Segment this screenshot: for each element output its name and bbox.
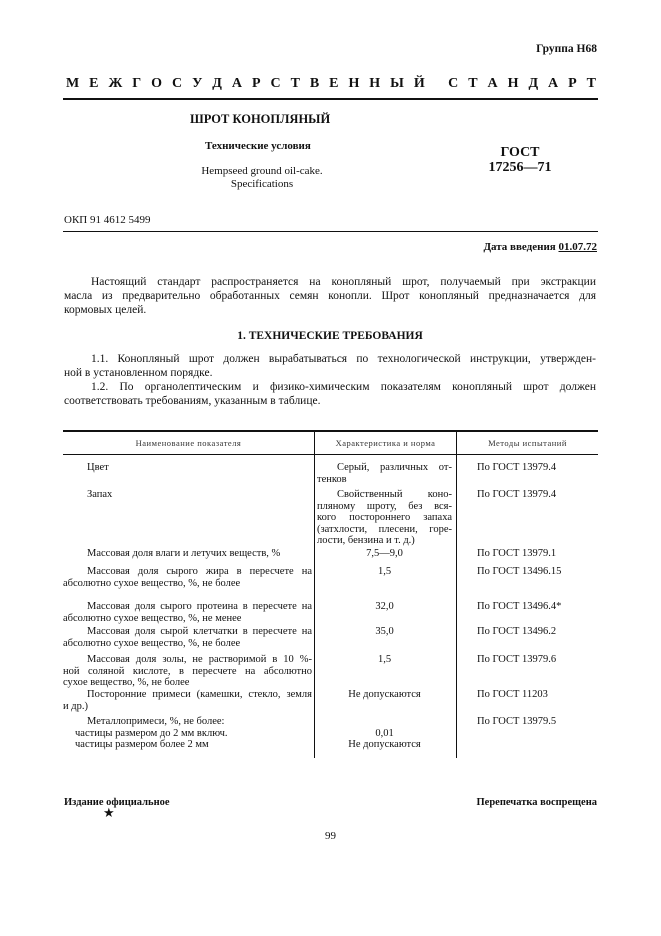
- table-cell-name: абсолютно сухое вещество, %, не более: [63, 637, 241, 649]
- introduction-date: [483, 241, 597, 253]
- official-edition-note: Издание официальное: [64, 797, 170, 808]
- banner-letter: [435, 76, 439, 94]
- banner-letter: Т: [290, 76, 300, 91]
- clause-line: ной в установленном порядке.: [64, 367, 213, 380]
- intro-line: масла из предварительно обработанных семян конопли. Шрот конопляный предназначается для: [64, 290, 596, 303]
- banner-letter: Р: [568, 76, 577, 91]
- banner-letter: Е: [89, 76, 99, 91]
- banner-letter: Г: [132, 76, 142, 91]
- table-header-name: Наименование показателя: [135, 438, 242, 448]
- table-cell-method: По ГОСТ 13979.5: [477, 716, 557, 727]
- banner-letter: Т: [586, 76, 596, 91]
- banner-letter: Т: [468, 76, 478, 91]
- clause-line: соответствовать требованиям, указанным в таблице.: [64, 395, 321, 408]
- banner-letter: С: [270, 76, 281, 91]
- table-cell-name: Массовая доля золы, не растворимой в 10 %-: [87, 654, 312, 665]
- table-cell-norm: Свойственный коно-: [337, 489, 452, 500]
- header-divider: [63, 231, 598, 232]
- star-icon: ★: [103, 806, 115, 821]
- table-cell-name: сухое вещество, %, не более: [63, 677, 190, 689]
- table-cell-name: частицы размером более 2 мм: [75, 739, 209, 751]
- table-cell-norm: Не допускаются: [348, 689, 421, 700]
- table-cell-norm: кого постороннего запаха: [317, 512, 452, 524]
- banner-letter: С: [171, 76, 183, 91]
- banner-letter: Н: [369, 76, 381, 91]
- table-cell-norm: Не допускаются: [348, 739, 421, 751]
- table-cell-norm: 1,5: [377, 566, 392, 577]
- intro-paragraph: [64, 275, 596, 318]
- clause-1-2: [64, 380, 596, 408]
- table-cell-method: По ГОСТ 11203: [477, 689, 548, 700]
- clause-line: 1.2. По органолептическим и физико-химическим показателям конопляный шрот должен: [91, 381, 596, 393]
- table-cell-name: Массовая доля сырой клетчатки в пересчете на: [87, 626, 312, 637]
- table-cell-norm: 7,5—9,0: [366, 548, 403, 559]
- banner-letter: Р: [251, 76, 261, 91]
- banner-letter: Н: [507, 76, 519, 91]
- table-cell-method: По ГОСТ 13979.6: [477, 654, 557, 665]
- table-cell-norm: пляному шроту, без вся-: [317, 500, 452, 512]
- gost-label: ГОСТ: [500, 145, 540, 160]
- intro-line: Настоящий стандарт распространяется на конопляный шрот, получаемый при экстракции: [91, 276, 596, 288]
- table-cell-norm: 35,0: [375, 626, 394, 637]
- table-column-divider: [456, 430, 457, 758]
- group-code: Группа Н68: [536, 43, 597, 55]
- page-number: 99: [325, 830, 336, 842]
- okp-code: ОКП 91 4612 5499: [64, 214, 151, 226]
- banner-letter: У: [192, 76, 203, 91]
- table-cell-name: абсолютно сухое вещество, %, не менее: [63, 612, 242, 624]
- banner-letter: Ы: [390, 76, 404, 91]
- reprint-prohibited-note: Перепечатка воспрещена: [476, 797, 597, 808]
- banner-letter: Е: [329, 76, 339, 91]
- table-top-rule: [63, 430, 598, 432]
- table-cell-norm: 1,5: [377, 654, 392, 665]
- banner-letter: Н: [348, 76, 360, 91]
- standard-banner: [66, 76, 596, 94]
- table-cell-norm: (затхлости, плесени, горе-: [317, 523, 452, 535]
- table-cell-method: По ГОСТ 13979.4: [477, 489, 557, 500]
- table-cell-name: Запах: [87, 489, 113, 500]
- table-cell-name: частицы размером до 2 мм включ.: [75, 727, 228, 739]
- banner-rule: [63, 98, 598, 100]
- banner-letter: Ж: [108, 76, 123, 91]
- table-header-rule: [63, 454, 598, 455]
- banner-letter: С: [448, 76, 459, 91]
- document-title: ШРОТ КОНОПЛЯНЫЙ: [190, 112, 331, 126]
- table-cell-norm: тенков: [317, 473, 347, 485]
- gost-number: 17256—71: [488, 160, 552, 175]
- banner-letter: О: [151, 76, 163, 91]
- clause-1-1: [64, 352, 596, 380]
- table-cell-name: Цвет: [87, 462, 109, 473]
- table-cell-name: Массовая доля сырого протеина в пересчете на: [87, 601, 312, 612]
- banner-letter: А: [231, 76, 243, 91]
- clause-line: 1.1. Конопляный шрот должен вырабатываться по технологической инструкции, утвержден-: [91, 353, 596, 365]
- english-title-line-2: Specifications: [230, 178, 294, 190]
- banner-letter: В: [309, 76, 320, 91]
- table-cell-method: По ГОСТ 13979.1: [477, 548, 557, 559]
- table-header-norm: Характеристика и норма: [335, 438, 436, 448]
- banner-letter: Й: [413, 76, 425, 91]
- table-cell-norm: 32,0: [375, 601, 394, 612]
- table-cell-method: По ГОСТ 13496.15: [477, 566, 562, 577]
- table-cell-norm: лости, бензина и т. д.): [317, 535, 415, 547]
- table-cell-name: ной соляной кислоте, в пересчете на абсолютно: [63, 665, 312, 677]
- banner-letter: М: [66, 76, 80, 91]
- requirements-table: [63, 430, 598, 760]
- table-column-divider: [314, 430, 315, 758]
- banner-letter: А: [487, 76, 498, 91]
- table-cell-name: и др.): [63, 700, 88, 712]
- table-cell-norm: 0,01: [375, 727, 394, 739]
- introduction-date-value: 01.07.72: [558, 241, 597, 253]
- table-header-method: Методы испытаний: [488, 438, 567, 448]
- table-cell-method: По ГОСТ 13496.4*: [477, 601, 562, 612]
- banner-letter: Д: [212, 76, 222, 91]
- english-title-line-1: Hempseed ground oil-cake.: [201, 165, 323, 177]
- banner-letter: Д: [528, 76, 539, 91]
- intro-line: кормовых целей.: [64, 304, 147, 317]
- banner-letter: А: [548, 76, 559, 91]
- table-cell-method: По ГОСТ 13979.4: [477, 462, 557, 473]
- table-cell-name: Массовая доля влаги и летучих веществ, %: [87, 548, 281, 559]
- table-cell-norm: Серый, различных от-: [337, 462, 452, 473]
- table-cell-method: По ГОСТ 13496.2: [477, 626, 557, 637]
- introduction-date-label: Дата введения: [483, 241, 559, 253]
- section-1-title: 1. ТЕХНИЧЕСКИЕ ТРЕБОВАНИЯ: [237, 330, 423, 342]
- table-cell-name: Посторонние примеси (камешки, стекло, земля: [87, 689, 312, 700]
- document-subtitle: Технические условия: [205, 140, 311, 152]
- table-cell-name: Металлопримеси, %, не более:: [87, 716, 225, 727]
- table-cell-name: абсолютно сухое вещество, %, не более: [63, 577, 241, 589]
- table-cell-name: Массовая доля сырого жира в пересчете на: [87, 566, 312, 577]
